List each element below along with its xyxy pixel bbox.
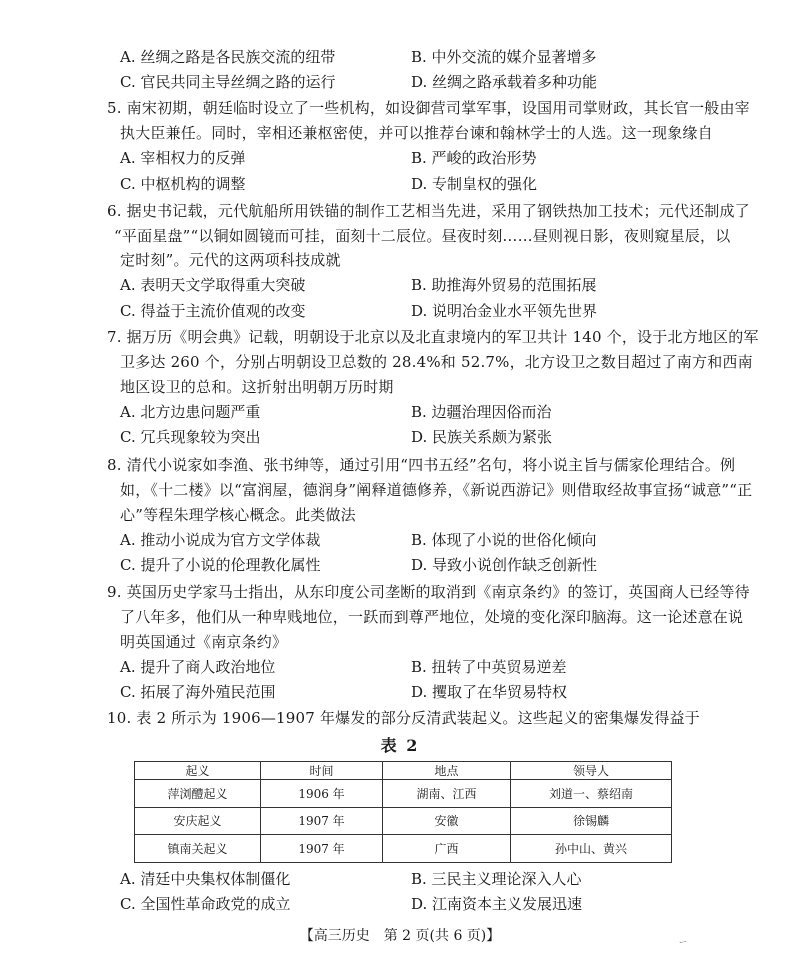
q6-option-c: C. 得益于主流价值观的改变 <box>120 302 306 320</box>
q9-option-a: A. 提升了商人政治地位 <box>120 658 276 676</box>
q7-option-c: C. 冗兵现象较为突出 <box>120 428 261 446</box>
header-place: 地点 <box>383 762 511 780</box>
q9-stem-line-1: 9. 英国历史学家马士指出，从东印度公司垄断的取消到《南京条约》的签订，英国商人已经等待 <box>107 583 750 601</box>
cell-place: 安徽 <box>383 807 511 835</box>
q9-option-d: D. 攫取了在华贸易特权 <box>411 683 568 701</box>
table-caption: 表 2 <box>380 736 420 755</box>
q5-option-a: A. 宰相权力的反弹 <box>120 149 246 167</box>
q4-option-b: B. 中外交流的媒介显著增多 <box>411 48 597 66</box>
q5-stem-line-1: 5. 南宋初期，朝廷临时设立了一些机构，如设御营司掌军事，设国用司掌财政，其长官一般由宰 <box>107 99 750 117</box>
table-row <box>135 835 672 863</box>
q4-option-d: D. 丝绸之路承载着多种功能 <box>411 73 598 91</box>
cell-time: 1907 年 <box>261 835 383 863</box>
table-row <box>135 807 672 835</box>
q7-stem-line-1: 7. 据万历《明会典》记载，明朝设于北京以及北直隶境内的军卫共计 140 个，设于北方地区的军 <box>107 328 759 346</box>
cell-leader: 刘道一、蔡绍南 <box>511 780 672 808</box>
uprisings-table <box>134 761 672 863</box>
q7-stem-line-2: 卫多达 260 个，分别占明朝设卫总数的 28.4%和 52.7%，北方设卫之数目超过了南方和西南 <box>120 353 753 371</box>
q6-option-a: A. 表明天文学取得重大突破 <box>120 276 306 294</box>
q10-option-d: D. 江南资本主义发展迅速 <box>411 895 583 913</box>
q9-option-b: B. 扭转了中英贸易逆差 <box>411 658 567 676</box>
q6-stem-line-2: “平面星盘”“以铜如圆镜而可挂，面刻十二辰位。昼夜时刻……昼则视日影，夜则窥星辰，以 <box>114 227 731 245</box>
header-uprising: 起义 <box>135 762 261 780</box>
q9-option-c: C. 拓展了海外殖民范围 <box>120 683 276 701</box>
q8-stem-line-1: 8. 清代小说家如李渔、张书绅等，通过引用“四书五经”名句，将小说主旨与儒家伦理结合。例 <box>107 456 736 474</box>
q8-option-d: D. 导致小说创作缺乏创新性 <box>411 556 598 574</box>
q8-option-b: B. 体现了小说的世俗化倾向 <box>411 531 597 549</box>
cell-place: 广西 <box>383 835 511 863</box>
q4-option-a: A. 丝绸之路是各民族交流的纽带 <box>120 48 336 66</box>
q5-option-c: C. 中枢机构的调整 <box>120 175 246 193</box>
cell-uprising: 安庆起义 <box>135 807 261 835</box>
q4-option-c: C. 官民共同主导丝绸之路的运行 <box>120 73 336 91</box>
q6-option-b: B. 助推海外贸易的范围拓展 <box>411 276 597 294</box>
q6-stem-line-1: 6. 据史书记载，元代航船所用铁锚的制作工艺相当先进，采用了钢铁热加工技术；元代还制成了 <box>107 202 750 220</box>
q10-option-b: B. 三民主义理论深入人心 <box>411 870 582 888</box>
table-header-row <box>135 762 672 780</box>
q6-stem-line-3: 定时刻”。元代的这两项科技成就 <box>120 251 341 269</box>
q9-stem-line-2: 了八年多，他们从一种卑贱地位，一跃而到尊严地位，处境的变化深印脑海。这一论述意在说 <box>120 608 744 626</box>
q7-option-a: A. 北方边患问题严重 <box>120 403 261 421</box>
q5-option-b: B. 严峻的政治形势 <box>411 149 537 167</box>
cell-leader: 徐锡麟 <box>511 807 672 835</box>
q8-stem-line-3: 心”等程朱理学核心概念。此类做法 <box>120 506 356 524</box>
q7-option-b: B. 边疆治理因俗而治 <box>411 403 552 421</box>
q5-option-d: D. 专制皇权的强化 <box>411 175 538 193</box>
q8-option-a: A. 推动小说成为官方文学体裁 <box>120 531 321 549</box>
q6-option-d: D. 说明冶金业水平领先世界 <box>411 302 598 320</box>
q5-stem-line-2: 执大臣兼任。同时，宰相还兼枢密使，并可以推荐台谏和翰林学士的人选。这一现象缘自 <box>120 124 713 142</box>
cell-time: 1907 年 <box>261 807 383 835</box>
cell-leader: 孙中山、黄兴 <box>511 835 672 863</box>
q7-option-d: D. 民族关系颇为紧张 <box>411 428 553 446</box>
cell-uprising: 萍浏醴起义 <box>135 780 261 808</box>
q10-stem: 10. 表 2 所示为 1906—1907 年爆发的部分反清武装起义。这些起义的密集爆发得益于 <box>107 709 700 727</box>
q10-option-a: A. 清廷中央集权体制僵化 <box>120 870 291 888</box>
page-footer: 【高三历史 第 2 页(共 6 页)】 <box>299 928 501 944</box>
cell-place: 湖南、江西 <box>383 780 511 808</box>
header-leader: 领导人 <box>511 762 672 780</box>
cell-uprising: 镇南关起义 <box>135 835 261 863</box>
q8-stem-line-2: 如，《十二楼》以“富润屋，德润身”阐释道德修养，《新说西游记》则借取经故事宣扬“诚意”“正 <box>120 481 753 499</box>
q10-option-c: C. 全国性革命政党的成立 <box>120 895 291 913</box>
corner-mark: ㄧ <box>678 938 688 949</box>
header-time: 时间 <box>261 762 383 780</box>
q7-stem-line-3: 地区设卫的总和。这折射出明朝万历时期 <box>120 378 394 396</box>
table-row <box>135 780 672 808</box>
q9-stem-line-3: 明英国通过《南京条约》 <box>120 633 288 651</box>
cell-time: 1906 年 <box>261 780 383 808</box>
q8-option-c: C. 提升了小说的伦理教化属性 <box>120 556 321 574</box>
